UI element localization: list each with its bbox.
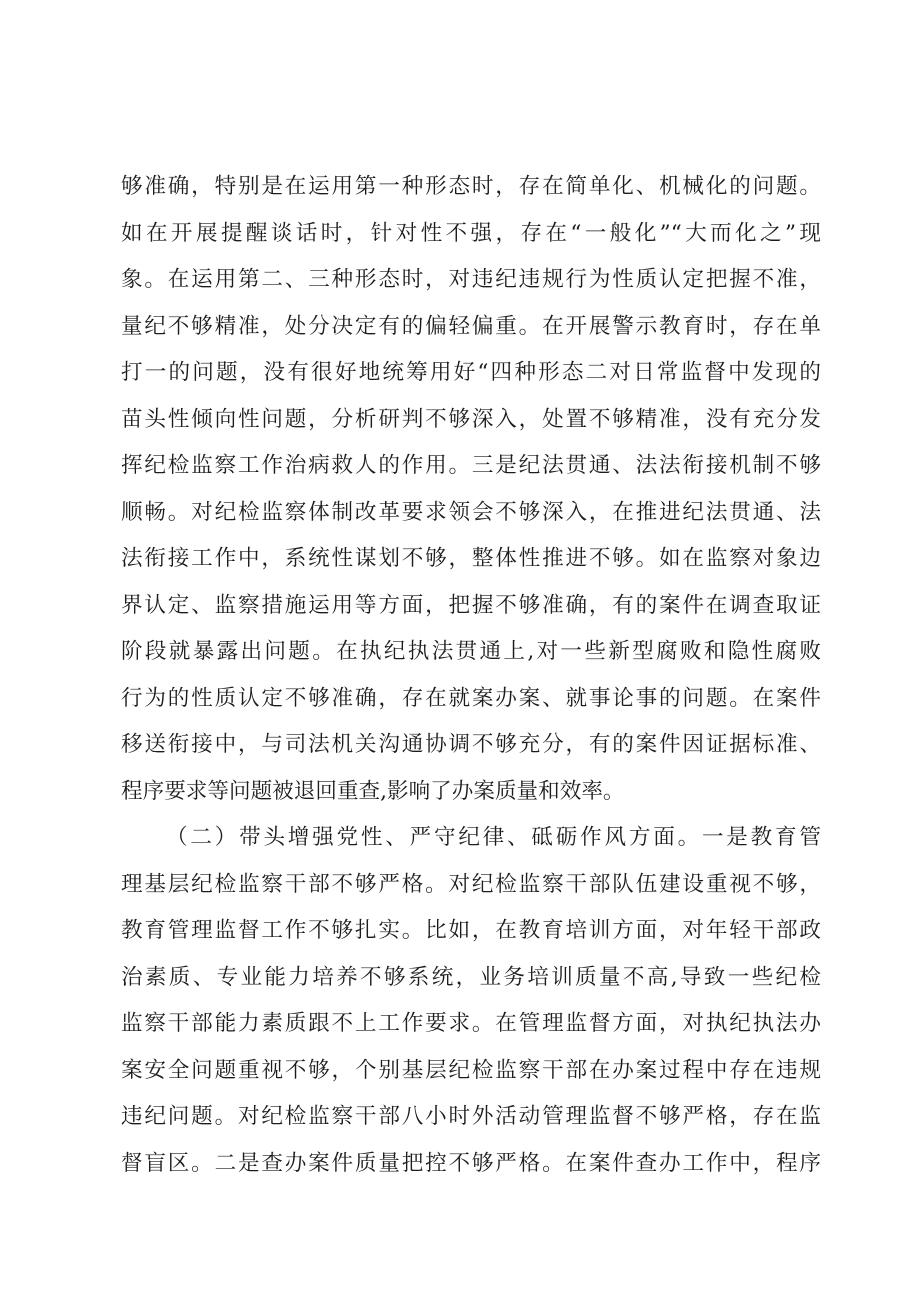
text-line: 教育管理监督工作不够扎实。比如，在教育培训方面，对年轻干部政 bbox=[121, 918, 821, 943]
text-line: 法衔接工作中，系统性谋划不够，整体性推进不够。如在监察对象边 bbox=[121, 546, 821, 571]
text-line: 打一的问题，没有很好地统筹用好“四种形态二对日常监督中发现的 bbox=[121, 360, 821, 385]
text-line: 违纪问题。对纪检监察干部八小时外活动管理监督不够严格，存在监 bbox=[121, 1104, 821, 1129]
text-line: 顺畅。对纪检监察体制改革要求领会不够深入，在推进纪法贯通、法 bbox=[121, 499, 821, 525]
paragraph-end-line: 程序要求等问题被退回重查,影响了办案质量和效率。 bbox=[121, 778, 625, 804]
text-line: 案安全问题重视不够，个别基层纪检监察干部在办案过程中存在违规 bbox=[121, 1057, 821, 1083]
text-line: 行为的性质认定不够准确，存在就案办案、就事论事的问题。在案件 bbox=[121, 685, 821, 711]
text-line: 督盲区。二是查办案件质量把控不够严格。在案件查办工作中，程序 bbox=[121, 1150, 821, 1176]
text-line: 量纪不够精准，处分决定有的偏轻偏重。在开展警示教育时，存在单 bbox=[121, 313, 821, 339]
text-line: 挥纪检监察工作治病救人的作用。三是纪法贯通、法法衔接机制不够 bbox=[121, 453, 821, 478]
section-heading-line: （二）带头增强党性、严守纪律、砥砺作风方面。一是教育管 bbox=[166, 825, 821, 850]
text-line: 监察干部能力素质跟不上工作要求。在管理监督方面，对执纪执法办 bbox=[121, 1011, 821, 1036]
document-body bbox=[121, 164, 821, 1187]
text-line: 够准确，特别是在运用第一种形态时，存在简单化、机械化的问题。 bbox=[121, 174, 821, 199]
text-line: 界认定、监察措施运用等方面，把握不够准确，有的案件在调查取证 bbox=[121, 592, 821, 618]
text-line: 如在开展提醒谈话时，针对性不强，存在“一般化”“大而化之”现 bbox=[121, 220, 821, 246]
text-line: 苗头性倾向性问题，分析研判不够深入，处置不够精准，没有充分发 bbox=[121, 406, 821, 432]
text-line: 象。在运用第二、三种形态时，对违纪违规行为性质认定把握不准， bbox=[121, 267, 821, 292]
text-line: 移送衔接中，与司法机关沟通协调不够充分，有的案件因证据标准、 bbox=[121, 732, 821, 757]
text-line: 治素质、专业能力培养不够系统，业务培训质量不高,导致一些纪检 bbox=[121, 964, 821, 990]
text-line: 阶段就暴露出问题。在执纪执法贯通上,对一些新型腐败和隐性腐败 bbox=[121, 639, 821, 664]
text-line: 理基层纪检监察干部不够严格。对纪检监察干部队伍建设重视不够， bbox=[121, 871, 821, 897]
